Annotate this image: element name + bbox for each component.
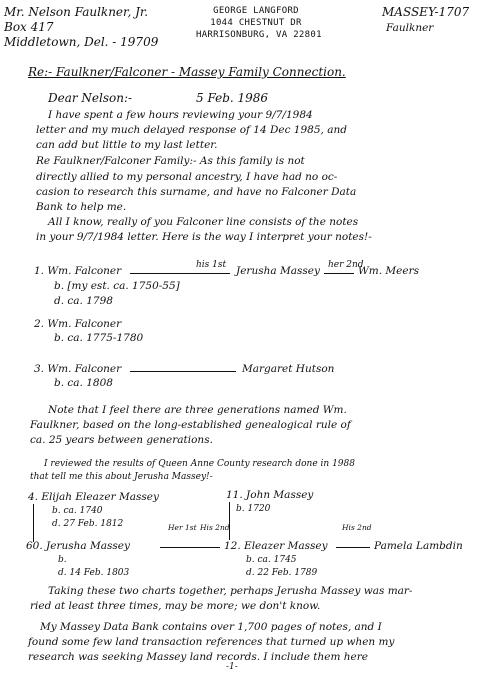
chart2-p12-spouse: Pamela Lambdin	[374, 540, 463, 552]
chart2-descent-line-right	[229, 502, 230, 540]
chart2-p4-name: 4. Elijah Eleazer Massey	[28, 491, 159, 503]
body-line-4: Re Faulkner/Falconer Family:- As this family is not	[36, 155, 305, 167]
body-line-1: I have spent a few hours reviewing your 9/7/1984	[48, 109, 313, 121]
chart2-marriage-his-label: His 2nd	[200, 523, 230, 532]
chart1-gen1-marriage-label: his 1st	[196, 260, 227, 270]
research-line-1: I reviewed the results of Queen Anne County research done in 1988	[44, 459, 355, 469]
final-line-3: research was seeking Massey land records. I include them here	[28, 651, 368, 663]
body-line-7: Bank to help me.	[36, 201, 127, 213]
closing-line-1: Taking these two charts together, perhaps Jerusha Massey was mar-	[48, 585, 413, 597]
letterhead-city: HARRISONBURG, VA 22801	[196, 30, 322, 40]
body-line-5: directly allied to my personal ancestry, I have had no oc-	[36, 171, 338, 183]
addressee-line-2: Box 417	[4, 20, 54, 34]
chart2-p12-name: 12. Eleazer Massey	[224, 540, 328, 552]
chart2-p12-death: d. 22 Feb. 1789	[246, 568, 318, 578]
chart2-p4-death: d. 27 Feb. 1812	[52, 519, 124, 529]
chart1-gen1-spouse-marriage-label: her 2nd	[328, 260, 364, 270]
chart1-gen2-name: 2. Wm. Falconer	[34, 318, 122, 330]
page-number: -1-	[226, 662, 238, 672]
note-line-1: Note that I feel there are three generations named Wm.	[48, 404, 347, 416]
chart2-p11-birth: b. 1720	[236, 504, 271, 514]
chart1-gen2-birth: b. ca. 1775-1780	[54, 332, 144, 344]
chart2-marriage-line-2	[336, 547, 370, 548]
body-line-6: casion to research this surname, and have no Falconer Data	[36, 186, 357, 198]
chart2-marriage-line-1	[160, 547, 220, 548]
chart2-p60-death: d. 14 Feb. 1803	[58, 568, 130, 578]
chart1-gen3-spouse: Margaret Hutson	[242, 363, 335, 375]
note-line-3: ca. 25 years between generations.	[30, 434, 213, 446]
addressee-line-3: Middletown, Del. - 19709	[4, 35, 159, 49]
body-line-2: letter and my much delayed response of 14 Dec 1985, and	[36, 124, 347, 136]
letterhead-name: GEORGE LANGFORD	[213, 6, 299, 16]
chart1-gen1-death: d. ca. 1798	[54, 295, 113, 307]
chart1-marriage-line-2	[324, 273, 354, 274]
chart2-p4-birth: b. ca. 1740	[52, 506, 103, 516]
chart1-marriage-line-1	[130, 273, 230, 274]
closing-line-2: ried at least three times, may be more; we don't know.	[30, 600, 321, 612]
chart2-descent-line-left	[33, 504, 34, 542]
file-ref-code: MASSEY-1707	[382, 5, 470, 19]
chart1-gen3-birth: b. ca. 1808	[54, 377, 113, 389]
salutation: Dear Nelson:-	[48, 91, 133, 105]
chart1-gen1-birth: b. [my est. ca. 1750-55]	[54, 280, 180, 292]
chart2-marriage-his2-label: His 2nd	[342, 523, 372, 532]
final-line-1: My Massey Data Bank contains over 1,700 pages of notes, and I	[40, 621, 382, 633]
final-line-2: found some few land transaction references that turned up when my	[28, 636, 395, 648]
chart2-p60-name: 60. Jerusha Massey	[26, 540, 130, 552]
chart2-p60-birth: b.	[58, 555, 67, 565]
subject-line: Re:- Faulkner/Falconer - Massey Family Connection.	[28, 65, 346, 79]
letter-date: 5 Feb. 1986	[196, 91, 269, 105]
chart1-gen1-spouse: Jerusha Massey	[236, 265, 320, 277]
research-line-2: that tell me this about Jerusha Massey!-	[30, 472, 213, 482]
chart1-gen3-name: 3. Wm. Falconer	[34, 363, 122, 375]
file-ref-surname: Faulkner	[386, 22, 434, 34]
chart1-gen1-spouse-next: Wm. Meers	[358, 265, 420, 277]
chart2-marriage-her-label: Her 1st	[168, 523, 197, 532]
chart2-p11-name: 11. John Massey	[226, 489, 314, 501]
body-line-3: can add but little to my last letter.	[36, 139, 218, 151]
body-line-8: All I know, really of you Falconer line consists of the notes	[48, 216, 359, 228]
note-line-2: Faulkner, based on the long-established genealogical rule of	[30, 419, 351, 431]
chart1-gen1-name: 1. Wm. Falconer	[34, 265, 122, 277]
letterhead-street: 1044 CHESTNUT DR	[210, 18, 302, 28]
addressee-line-1: Mr. Nelson Faulkner, Jr.	[4, 5, 149, 19]
chart1-marriage-line-3	[130, 371, 236, 372]
chart2-p12-birth: b. ca. 1745	[246, 555, 297, 565]
body-line-9: in your 9/7/1984 letter. Here is the way I interpret your notes!-	[36, 231, 372, 243]
